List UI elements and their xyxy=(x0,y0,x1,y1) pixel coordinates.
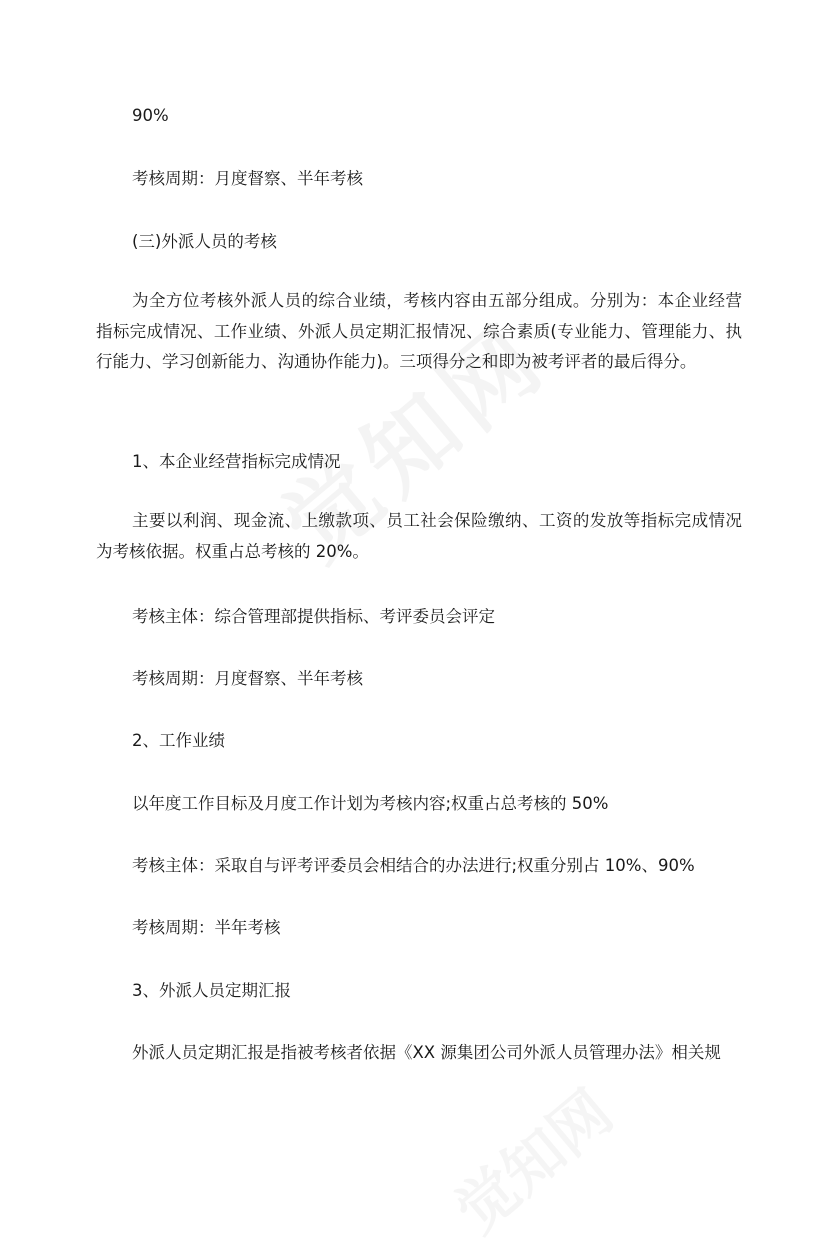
text-line: 外派人员定期汇报是指被考核者依据《XX 源集团公司外派人员管理办法》相关规 xyxy=(132,1043,721,1062)
section-heading: (三)外派人员的考核 xyxy=(132,232,277,251)
text-line: 考核周期：半年考核 xyxy=(132,918,281,937)
subsection-heading: 1、本企业经营指标完成情况 xyxy=(132,452,341,471)
paragraph: 主要以利润、现金流、上缴款项、员工社会保险缴纳、工资的发放等指标完成情况为考核依据。权重占总考核的 20%。 xyxy=(96,511,742,561)
subsection-heading: 3、外派人员定期汇报 xyxy=(132,981,291,1000)
text-line: 考核主体：采取自与评考评委员会相结合的办法进行;权重分别占 10%、90% xyxy=(132,856,695,875)
text-line: 考核周期：月度督察、半年考核 xyxy=(132,169,363,188)
subsection-heading: 2、工作业绩 xyxy=(132,731,225,750)
text-line: 以年度工作目标及月度工作计划为考核内容;权重占总考核的 50% xyxy=(132,794,609,813)
text-line: 考核主体：综合管理部提供指标、考评委员会评定 xyxy=(132,607,495,626)
paragraph: 为全方位考核外派人员的综合业绩，考核内容由五部分组成。分别为：本企业经营指标完成情况、工作业绩、外派人员定期汇报情况、综合素质(专业能力、管理能力、执行能力、学习创新能力、沟通协作能力)。三项得分之和即为被考评者的最后得分。 xyxy=(96,291,742,371)
text-line: 考核周期：月度督察、半年考核 xyxy=(132,669,363,688)
text-line: 90% xyxy=(132,106,169,125)
